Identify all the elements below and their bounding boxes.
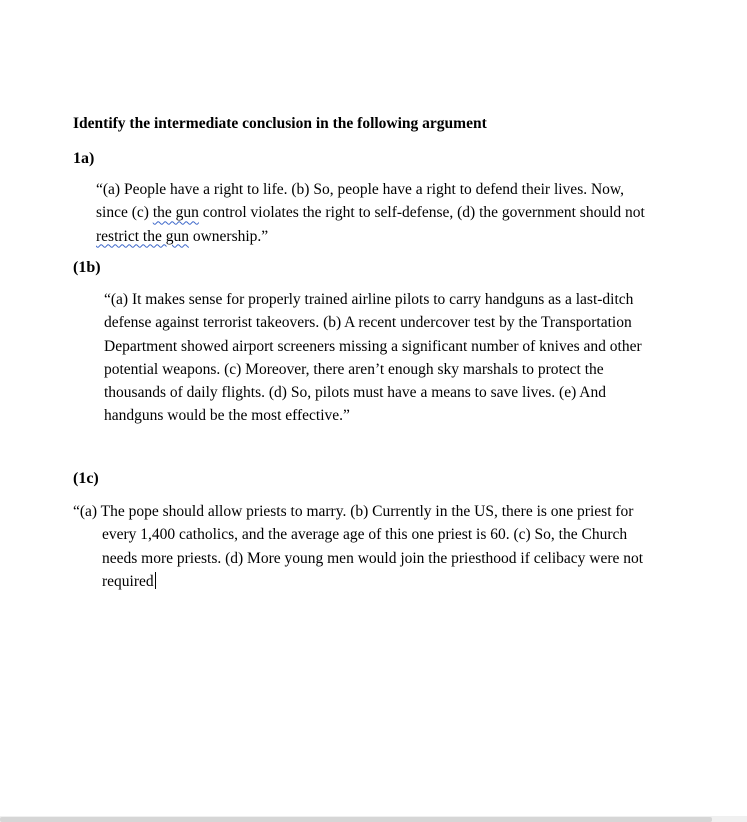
scrollbar-thumb[interactable] (0, 817, 712, 822)
text-line: required (102, 572, 154, 590)
question-1b-label: (1b) (73, 259, 101, 276)
text-line: potential weapons. (c) Moreover, there aren’t enough sky marshals to protect the (104, 360, 604, 378)
text-line: Department showed airport screeners missing a significant number of knives and other (104, 337, 642, 355)
text-line: defense against terrorist takeovers. (b) A recent undercover test by the Transportation (104, 314, 632, 332)
text-line: “(a) The pope should allow priests to marry. (b) Currently in the US, there is one priest for (73, 503, 634, 520)
text-line: “(a) People have a right to life. (b) So, people have a right to defend their lives. Now, (96, 181, 624, 198)
text-line: thousands of daily flights. (d) So, pilots must have a means to save lives. (e) And (104, 384, 606, 402)
question-1b-text[interactable] (104, 288, 642, 428)
text-line: needs more priests. (d) More young men would join the priesthood if celibacy were not (102, 549, 644, 567)
text-cursor (155, 572, 156, 589)
question-1c-text[interactable] (73, 500, 643, 593)
grammar-flag[interactable]: the gun (152, 204, 199, 222)
grammar-flag[interactable]: restrict the gun (96, 227, 189, 245)
question-1a-label: 1a) (73, 150, 95, 167)
text-line: handguns would be the most effective.” (104, 407, 350, 425)
question-1c-label: (1c) (73, 470, 99, 487)
text-line: “(a) It makes sense for properly trained airline pilots to carry handguns as a last-ditch (104, 291, 634, 308)
text-line: restrict the gun ownership.” (96, 227, 269, 245)
text-line: since (c) the gun control violates the right to self-defense, (d) the government should not (96, 204, 645, 222)
question-heading: Identify the intermediate conclusion in the following argument (73, 115, 487, 132)
horizontal-scrollbar[interactable] (0, 816, 747, 822)
question-1a-text[interactable] (96, 178, 645, 248)
text-line: every 1,400 catholics, and the average age of this one priest is 60. (c) So, the Church (102, 526, 628, 544)
